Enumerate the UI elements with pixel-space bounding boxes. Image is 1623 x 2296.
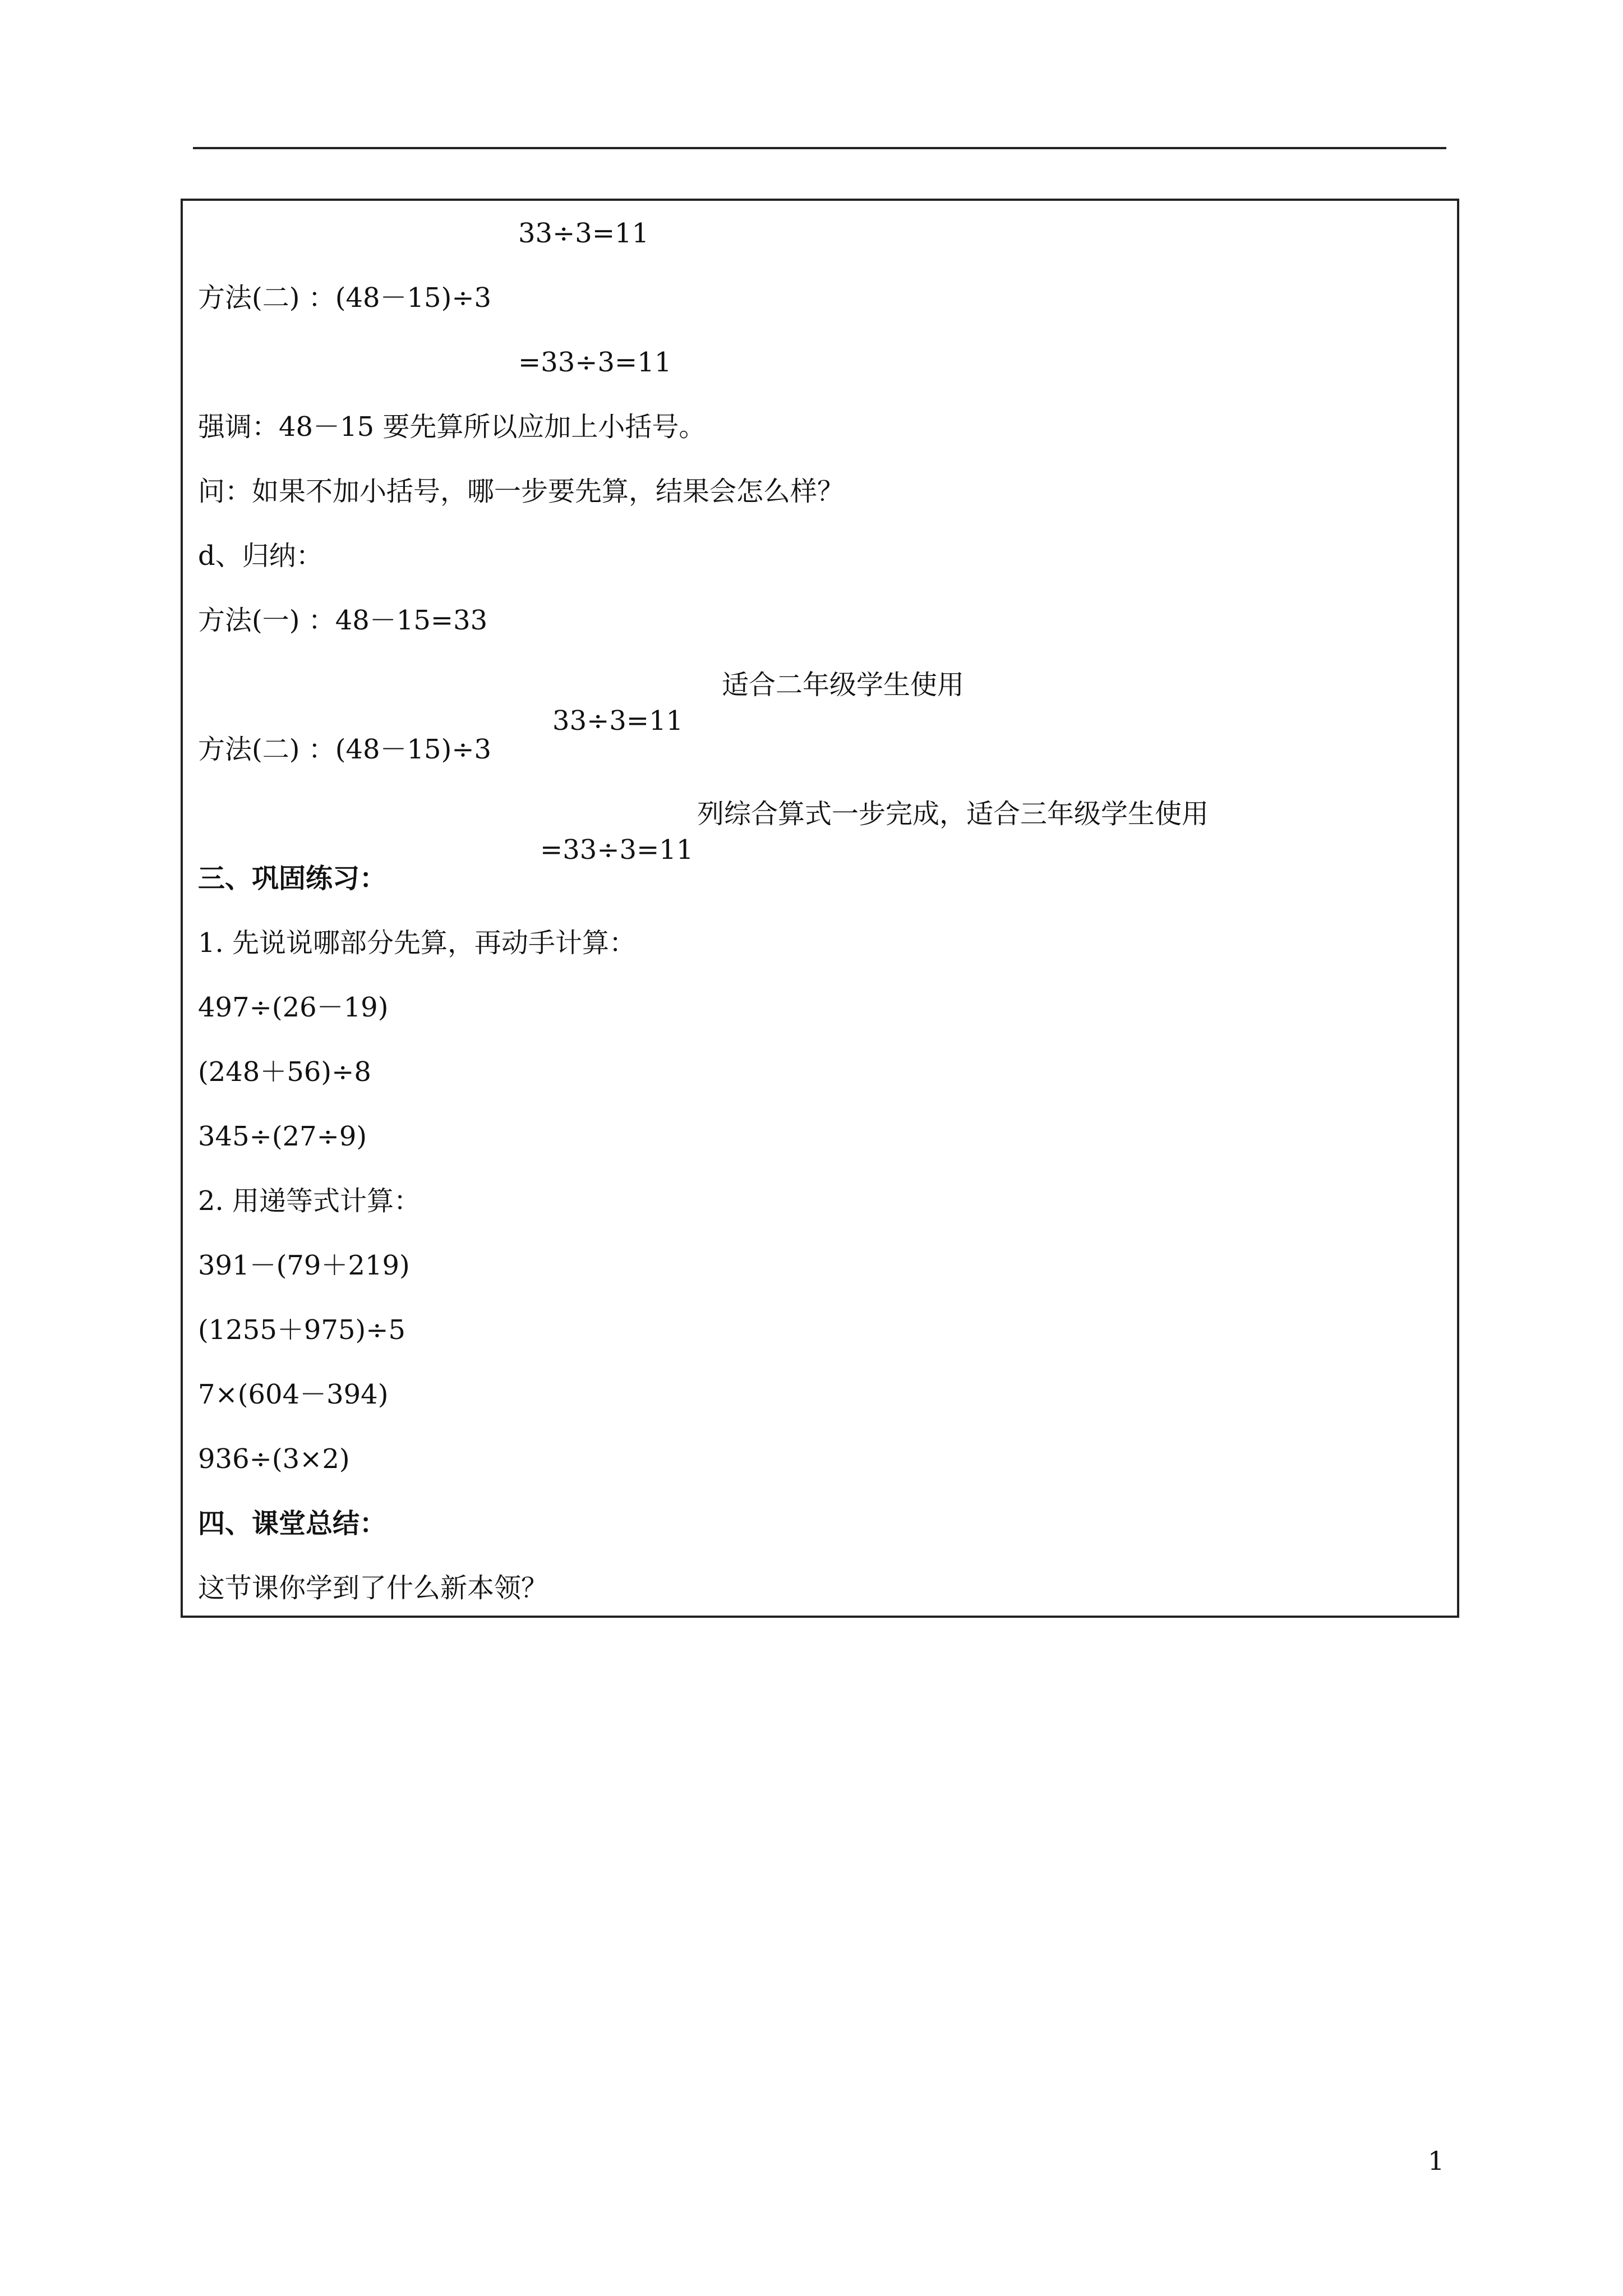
exercise-1a: 497÷(26－19)	[198, 992, 389, 1023]
exercise-2c: 7×(604－394)	[198, 1379, 389, 1410]
grade-three-note: 列综合算式一步完成，适合三年级学生使用	[697, 798, 1209, 830]
exercise-2d: 936÷(3×2)	[198, 1443, 350, 1475]
summary-method-one-line: 方法(一) ：48－15=33	[198, 605, 488, 636]
summary-section-heading: 四、课堂总结：	[198, 1508, 387, 1539]
emphasis-line: 强调：48－15 要先算所以应加上小括号。	[198, 411, 706, 443]
summary-method-two-line: 方法(二) ：(48－15)÷3	[198, 734, 492, 765]
summary-method-two-result-line	[506, 796, 1291, 866]
exercise-2b: (1255＋975)÷5	[198, 1314, 405, 1346]
summary-heading-line: d、归纳：	[198, 540, 323, 572]
method-two-line: 方法(二) ：(48－15)÷3	[198, 282, 492, 314]
practice-heading: 三、巩固练习：	[198, 863, 387, 894]
exercise-1c: 345÷(27÷9)	[198, 1121, 367, 1152]
practice-instruction-1: 1. 先说说哪部分先算，再动手计算：	[198, 927, 637, 959]
method-two-result: =33÷3=11	[540, 834, 694, 866]
grade-two-note: 适合二年级学生使用	[722, 669, 965, 701]
lesson-content-box	[181, 199, 1459, 1618]
page-number: 1	[1428, 2146, 1445, 2176]
exercise-1b: (248＋56)÷8	[198, 1056, 371, 1088]
practice-instruction-2: 2. 用递等式计算：	[198, 1185, 421, 1217]
method-one-step: 33÷3=11	[552, 705, 684, 737]
exercise-2a: 391－(79＋219)	[198, 1250, 410, 1281]
method-two-result-line: =33÷3=11	[518, 347, 672, 378]
question-line: 问：如果不加小括号，哪一步要先算，结果会怎么样？	[198, 476, 845, 507]
step-result-line: 33÷3=11	[518, 218, 649, 249]
summary-question: 这节课你学到了什么新本领？	[198, 1572, 548, 1604]
header-rule	[193, 147, 1446, 149]
summary-method-one-step-line	[518, 667, 1079, 737]
